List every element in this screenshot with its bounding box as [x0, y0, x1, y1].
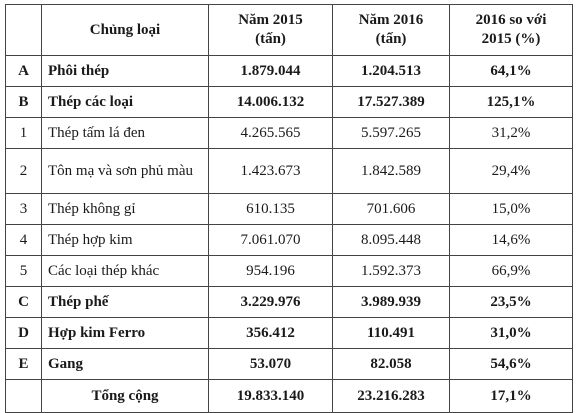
row-index: [6, 380, 42, 413]
header-category: Chủng loại: [42, 5, 209, 56]
header-2015-line2: (tấn): [255, 31, 286, 47]
row-ratio: 125,1%: [450, 87, 573, 118]
row-2015: 610.135: [209, 194, 333, 225]
row-category: Thép không gỉ: [42, 194, 209, 225]
row-ratio: 31,0%: [450, 318, 573, 349]
row-2015: 356.412: [209, 318, 333, 349]
row-category: Hợp kim Ferro: [42, 318, 209, 349]
row-2015: 3.229.976: [209, 287, 333, 318]
table-row: [6, 287, 573, 318]
table-row: [6, 87, 573, 118]
row-2015: 1.879.044: [209, 56, 333, 87]
row-ratio: 54,6%: [450, 349, 573, 380]
row-2016: 110.491: [333, 318, 450, 349]
table-row: [6, 194, 573, 225]
row-2015: 954.196: [209, 256, 333, 287]
row-2016: 23.216.283: [333, 380, 450, 413]
row-category: Các loại thép khác: [42, 256, 209, 287]
row-ratio: 66,9%: [450, 256, 573, 287]
header-2015-line1: Năm 2015: [238, 12, 303, 28]
table-row: [6, 149, 573, 194]
table-row: [6, 256, 573, 287]
row-category: Tôn mạ và sơn phủ màu: [42, 149, 209, 194]
row-2016: 5.597.265: [333, 118, 450, 149]
row-2016: 1.842.589: [333, 149, 450, 194]
row-category: Thép tấm lá đen: [42, 118, 209, 149]
row-ratio: 31,2%: [450, 118, 573, 149]
row-2016: 3.989.939: [333, 287, 450, 318]
table-header-row: [6, 5, 573, 56]
row-2015: 7.061.070: [209, 225, 333, 256]
header-ratio-line2: 2015 (%): [481, 31, 541, 47]
row-2016: 8.095.448: [333, 225, 450, 256]
header-ratio: [450, 5, 573, 56]
table-total-row: [6, 380, 573, 413]
row-2016: 82.058: [333, 349, 450, 380]
header-index: [6, 5, 42, 56]
table-row: [6, 118, 573, 149]
row-ratio: 29,4%: [450, 149, 573, 194]
row-index: 1: [6, 118, 42, 149]
row-index: 5: [6, 256, 42, 287]
row-2015: 1.423.673: [209, 149, 333, 194]
header-2016: [333, 5, 450, 56]
steel-import-table: [5, 4, 573, 413]
row-category: Phôi thép: [42, 56, 209, 87]
row-ratio: 15,0%: [450, 194, 573, 225]
row-category: Thép phế: [42, 287, 209, 318]
row-category: Thép hợp kim: [42, 225, 209, 256]
header-ratio-line1: 2016 so với: [475, 12, 547, 28]
row-category: Tổng cộng: [42, 380, 209, 413]
row-index: 2: [6, 149, 42, 194]
row-2015: 4.265.565: [209, 118, 333, 149]
row-ratio: 17,1%: [450, 380, 573, 413]
row-2015: 53.070: [209, 349, 333, 380]
row-ratio: 64,1%: [450, 56, 573, 87]
row-2016: 1.592.373: [333, 256, 450, 287]
row-index: C: [6, 287, 42, 318]
row-2015: 19.833.140: [209, 380, 333, 413]
table-row: [6, 225, 573, 256]
header-2016-line2: (tấn): [375, 31, 407, 47]
row-2016: 17.527.389: [333, 87, 450, 118]
row-index: E: [6, 349, 42, 380]
row-category: Gang: [42, 349, 209, 380]
row-index: 3: [6, 194, 42, 225]
row-index: 4: [6, 225, 42, 256]
row-category: Thép các loại: [42, 87, 209, 118]
row-2015: 14.006.132: [209, 87, 333, 118]
row-ratio: 14,6%: [450, 225, 573, 256]
table-row: [6, 349, 573, 380]
row-ratio: 23,5%: [450, 287, 573, 318]
row-index: D: [6, 318, 42, 349]
row-2016: 701.606: [333, 194, 450, 225]
table-row: [6, 56, 573, 87]
table-row: [6, 318, 573, 349]
header-2016-line1: Năm 2016: [358, 12, 424, 28]
row-2016: 1.204.513: [333, 56, 450, 87]
row-index: A: [6, 56, 42, 87]
header-2015: [209, 5, 333, 56]
row-index: B: [6, 87, 42, 118]
